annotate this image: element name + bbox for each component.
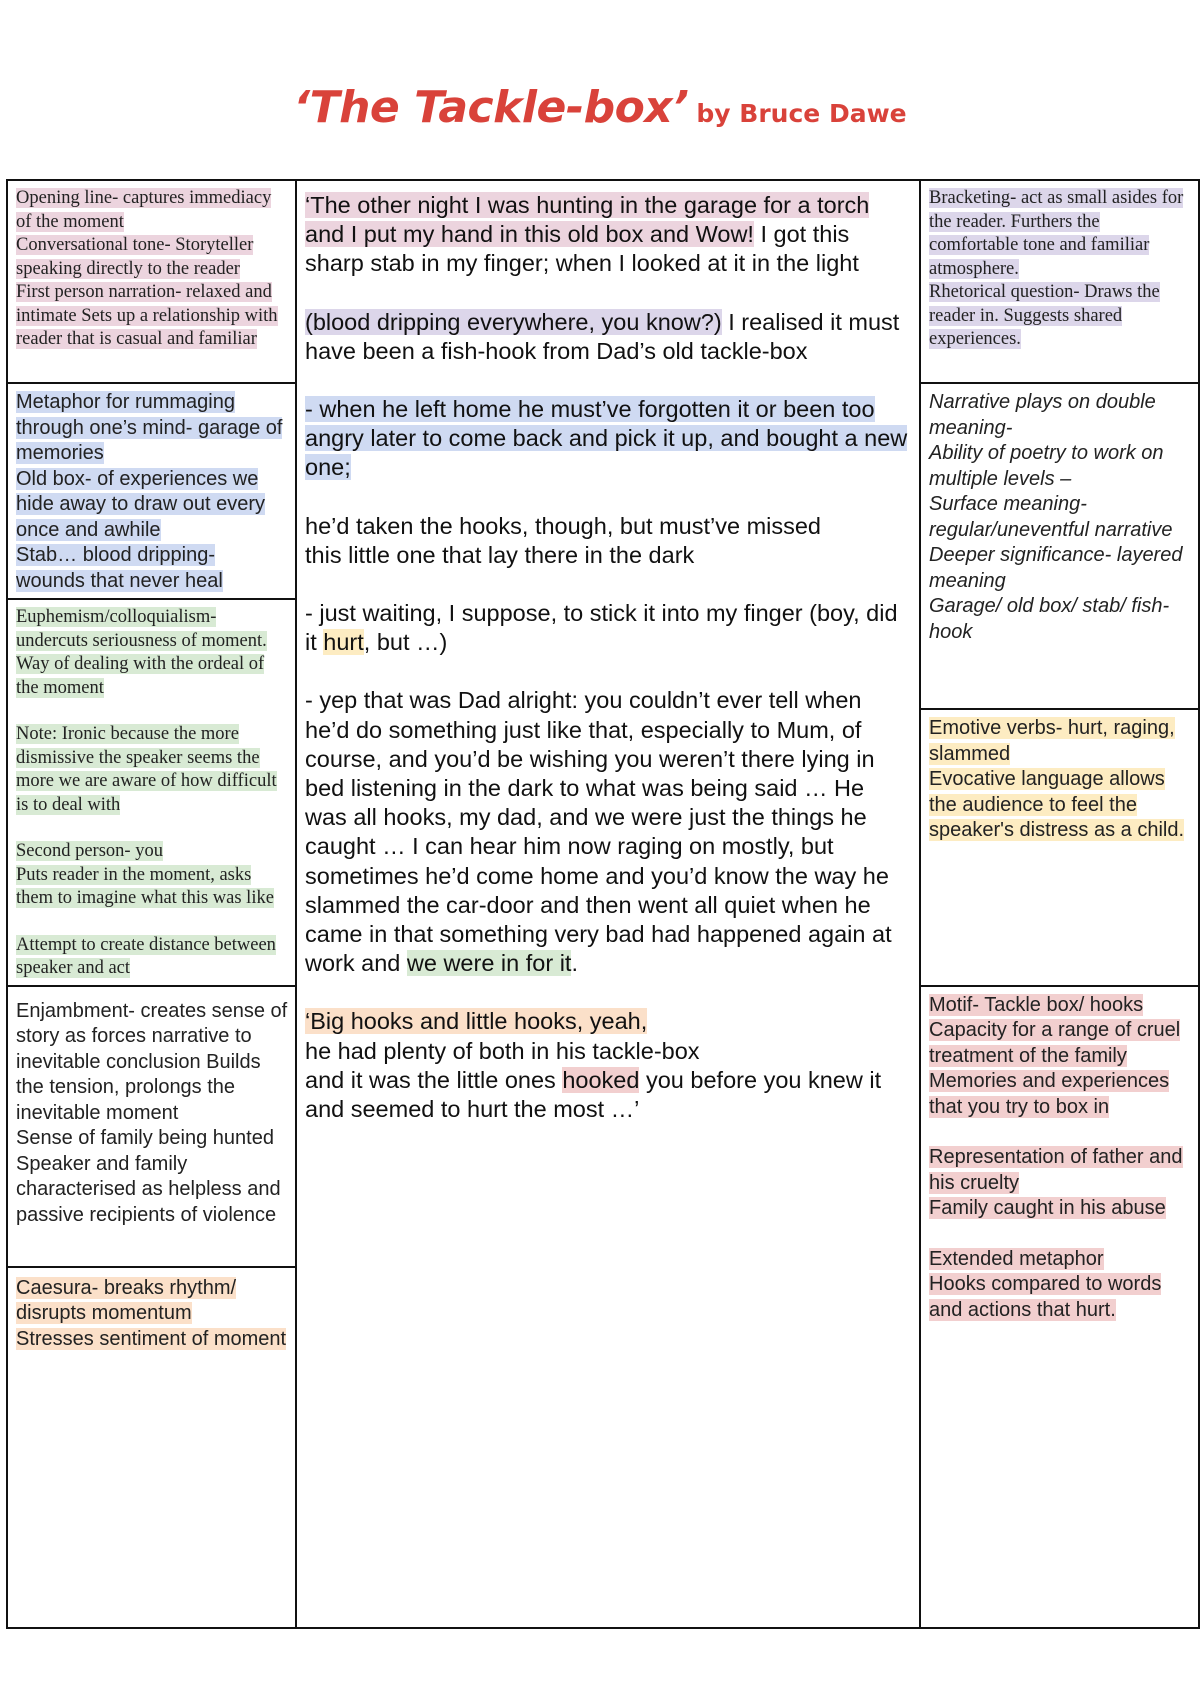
note-text: Opening line- captures immediacy of the moment	[16, 188, 272, 232]
note-text: Representation of father and his cruelty	[929, 1146, 1183, 1194]
note-text: Motif- Tackle box/ hooks	[929, 993, 1144, 1016]
note-euphemism	[7, 599, 296, 986]
poem-text	[296, 180, 920, 1628]
poem-line: you before you knew it	[639, 1066, 882, 1093]
note-text: Note: Ironic because the more dismissive the speaker seems the more we are aware of how difficult is to deal with	[16, 724, 277, 815]
poem-line: and it was the little ones	[305, 1066, 563, 1093]
poem-line: - when he left home he must’ve forgotten it or been too angry later to come back and pick it up, and bought a new one;	[305, 396, 908, 481]
left-bottom-notes	[7, 986, 296, 1628]
note-text: Stab… blood dripping- wounds that never heal	[16, 544, 223, 592]
poem-line: - yep that was Dad alright: you couldn’t ever tell when he’d do something just like that, especially to Mum, of course, and you’d be wishing you weren’t there lying in bed listening in the dark to what was being said … He was all hooks, my dad, and we were just the things he caught … I can hear him now raging on mostly, but sometimes he’d come home and you’d know the way he slammed the car-door and then went all quiet when he came in that something very bad had happened again at work and	[305, 687, 892, 977]
stanza-6	[305, 686, 912, 978]
note-text: Garage/ old box/ stab/ fish-hook	[929, 595, 1170, 643]
note-text: Evocative language allows the audience to feel the speaker's distress as a child.	[929, 768, 1185, 842]
poem-line: this little one that lay there in the dark	[305, 541, 695, 568]
poem-line: he had plenty of both in his tackle-box	[305, 1037, 700, 1064]
note-text: Stresses sentiment of moment	[16, 1327, 287, 1350]
poem-line: and seemed to hurt the most …’	[305, 1096, 640, 1123]
note-text: Sense of family being hunted Speaker and family characterised as helpless and passive recipients of violence	[16, 1127, 281, 1226]
note-text: Family caught in his abuse	[929, 1197, 1166, 1219]
note-text: Deeper significance- layered meaning	[929, 544, 1183, 592]
stanza-7	[305, 1007, 912, 1124]
stanza-2	[305, 308, 912, 366]
note-metaphor	[7, 383, 296, 599]
note-text: Conversational tone- Storyteller speaking directly to the reader	[16, 235, 254, 279]
note-text: Builds the tension, prolongs the inevitable moment	[16, 1050, 261, 1124]
poem-line: , but …)	[363, 629, 448, 656]
note-text: Emotive verbs- hurt, raging, slammed	[929, 717, 1175, 765]
highlight-in-for-it: we were in for it	[406, 950, 572, 977]
poem-line: I got this sharp stab in my finger; when I looked at it in the light	[305, 221, 859, 277]
poem-line: (blood dripping everywhere, you know?)	[305, 308, 722, 335]
note-text: Old box- of experiences we hide away to draw out every once and awhile	[16, 467, 266, 541]
poem-title: ‘The Tackle-box’	[293, 82, 689, 133]
note-text: Bracketing- act as small asides for the reader. Furthers the comfortable tone and familiar atmosphere.	[929, 188, 1184, 279]
note-text: Attempt to create distance between speaker and act	[16, 934, 276, 978]
note-enjambment	[8, 987, 295, 1268]
note-emotive	[920, 709, 1199, 985]
stanza-5	[305, 599, 912, 657]
poem-line: I realised it must have been a fish-hook from Dad’s old tackle-box	[305, 308, 900, 364]
stanza-3	[305, 395, 912, 483]
note-motif	[920, 986, 1199, 1628]
note-text: Caesura- breaks rhythm/ disrupts momentum	[16, 1276, 237, 1324]
note-text: First person narration- relaxed and intimate Sets up a relationship with reader that is casual and familiar	[16, 282, 278, 349]
note-text: Capacity for a range of cruel treatment of the family	[929, 1019, 1181, 1067]
annotation-table	[6, 179, 1200, 1629]
note-text: Ability of poetry to work on multiple levels –	[929, 442, 1164, 490]
note-text: Extended metaphor	[929, 1247, 1104, 1270]
note-text: Rhetorical question- Draws the reader in. Suggests shared experiences.	[929, 282, 1160, 349]
note-text: Narrative plays on double meaning-	[929, 391, 1156, 439]
highlight-hooked: hooked	[562, 1066, 640, 1093]
poem-line: - just waiting, I suppose, to stick it into my finger (boy, did it	[305, 600, 898, 656]
note-text: Metaphor for rummaging through one’s mind- garage of memories	[16, 391, 283, 464]
poem-author: by Bruce Dawe	[696, 99, 907, 128]
note-opening-line	[7, 180, 296, 383]
note-narrative	[920, 383, 1199, 709]
highlight-hurt: hurt	[323, 629, 364, 656]
poem-line: ‘Big hooks and little hooks, yeah,	[305, 1008, 648, 1035]
note-text: Second person- you	[16, 841, 163, 861]
note-text: Enjambment- creates sense of story as forces narrative to inevitable conclusion	[16, 999, 288, 1073]
note-bracketing	[920, 180, 1199, 383]
stanza-4	[305, 512, 912, 570]
document-title	[0, 82, 1200, 133]
poem-line: ‘The other night I was hunting in the garage for a torch and I put my hand in this old box and Wow!	[305, 192, 870, 248]
stanza-1	[305, 191, 912, 279]
note-text: Surface meaning- regular/uneventful narrative	[929, 493, 1173, 541]
note-caesura	[8, 1268, 295, 1353]
note-text: Puts reader in the moment, asks them to imagine what this was like	[16, 864, 274, 908]
poem-line: he’d taken the hooks, though, but must’ve missed	[305, 512, 822, 539]
poem-line: .	[571, 950, 578, 977]
note-text: Memories and experiences that you try to box in	[929, 1070, 1170, 1118]
note-text: Hooks compared to words and actions that hurt.	[929, 1273, 1162, 1321]
note-text: Euphemism/colloquialism- undercuts seriousness of moment. Way of dealing with the ordeal of the moment	[16, 607, 267, 698]
